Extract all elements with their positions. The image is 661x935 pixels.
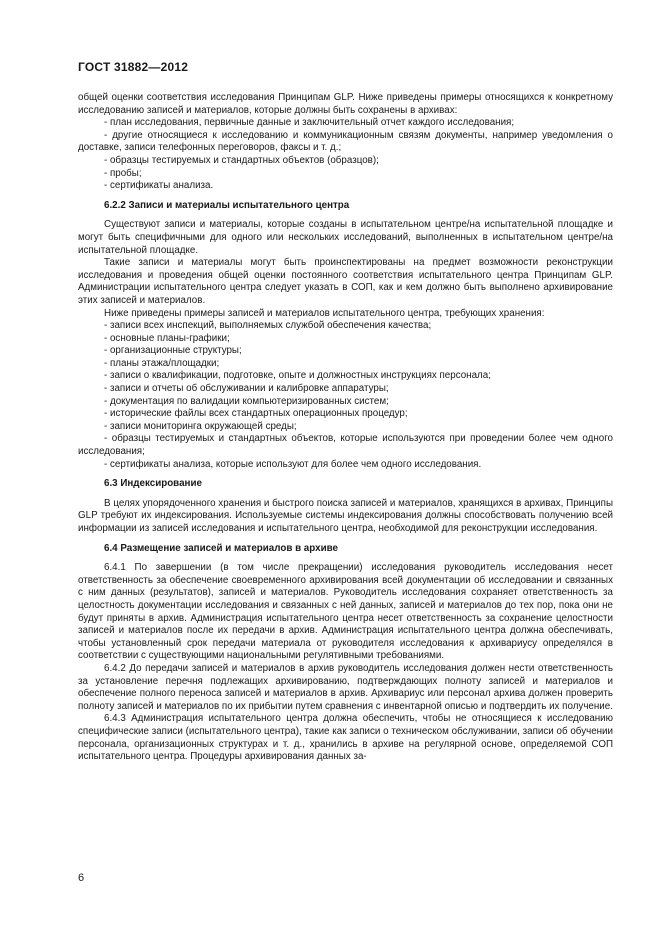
document-header: ГОСТ 31882—2012 [78,60,189,74]
list-item: - образцы тестируемых и стандартных объектов (образцов); [104,154,379,166]
list-item: - другие относящиеся к исследованию и коммуникационным связям документы, например уведомления о доставке, записи телефонных переговоров, факсы и т. д.; [78,129,613,154]
section-heading: 6.3 Индексирование [104,478,202,490]
list-item: - основные планы-графики; [104,332,230,344]
list-item: - записи и отчеты об обслуживании и калибровке аппаратуры; [104,383,389,395]
section-heading: 6.4 Размещение записей и материалов в архиве [104,542,338,554]
list-item: - записи о квалификации, подготовке, опыте и должностных инструкциях персонала; [104,370,491,382]
document-body [78,92,613,764]
list-item: - планы этажа/площадки; [104,357,220,369]
paragraph: 6.4.3 Администрация испытательного центра должна обеспечить, чтобы не относящиеся к исследованию специфические записи (испытательного центра), такие как записи о техническом обслуживании, записи об обучении персонала, организационных структурах и т. д., хранились в архиве на регулярной основе, определяемой СОП испытательного центра. Процедуры архивирования данных за- [78,713,613,763]
list-item: - записи мониторинга окружающей среды; [104,420,297,432]
list-item: - записи всех инспекций, выполняемых службой обеспечения качества; [104,320,432,332]
list-item: - организационные структуры; [104,345,242,357]
paragraph: 6.4.1 По завершении (в том числе прекращении) исследования руководитель исследования несет ответственность за обеспечение своевременного архивирования всей документации об исследовании и связанных с ним данных (результатов), записей и материалов. Руководитель исследования сохраняет ответственность за целостность документации исследования и связанных с ней данных, записей и материалов до тех пор, пока они не будут приняты в архив. Администрация испытательного центра несет ответственность за сохранение целостности записей и материалов после их передачи в архив. Администрация испытательного центра должна обеспечивать, чтобы установленный срок передачи материала от руководителя исследования к архивариусу определялся в соответствии с существующими национальными регулятивными требованиями. [78,562,613,662]
paragraph: В целях упорядоченного хранения и быстрого поиска записей и материалов, хранящихся в архивах, Принципы GLP требуют их индексирования. Используемые системы индексирования должны способствовать получению всей информации из записей исследования и испытательного центра, необходимой для реконструкции исследования. [78,497,613,534]
paragraph: Такие записи и материалы могут быть проинспектированы на предмет возможности реконструкции исследования и проведения общей оценки постоянного соответствия испытательного центра Принципам GLP. Администрации испытательного центра следует указать в СОП, как и кем должно быть выполнено архивирование этих записей и материалов. [78,257,613,306]
section-heading: 6.2.2 Записи и материалы испытательного центра [104,199,350,211]
page-number: 6 [78,872,85,884]
list-item: - образцы тестируемых и стандартных объектов, которые используются при проведении более чем одного исследования; [78,433,613,458]
list-item: - сертификаты анализа, которые используют для более чем одного исследования. [104,458,482,470]
paragraph: 6.4.2 До передачи записей и материалов в архив руководитель исследования должен нести ответственность за установление перечня подлежащих архивированию, подтверждающих полноту записей и материалов и обеспечение полного переноса записей и материалов в архив. Архивариус или персонал архива должен проверить полноту записей и материалов по их прибытии путем сравнения с инвентарной описью и подтвердить их получение. [78,662,613,712]
list-item: - пробы; [104,167,142,179]
paragraph: общей оценки соответствия исследования Принципам GLP. Ниже приведены примеры относящихся к конкретному исследованию записей и материалов, которые должны быть сохранены в архивах: [78,92,613,116]
paragraph: Ниже приведены примеры записей и материалов испытательного центра, требующих хранения: [104,307,545,319]
list-item: - сертификаты анализа. [104,180,214,192]
paragraph: Существуют записи и материалы, которые созданы в испытательном центре/на испытательной площадке и могут быть специфичными для одного или нескольких исследований, выполненных в испытательном центре/на испытательной площадке. [78,219,613,256]
list-item: - исторические файлы всех стандартных операционных процедур; [104,408,408,420]
list-item: - план исследования, первичные данные и заключительный отчет каждого исследования; [104,117,515,129]
list-item: - документация по валидации компьютеризированных систем; [104,395,389,407]
